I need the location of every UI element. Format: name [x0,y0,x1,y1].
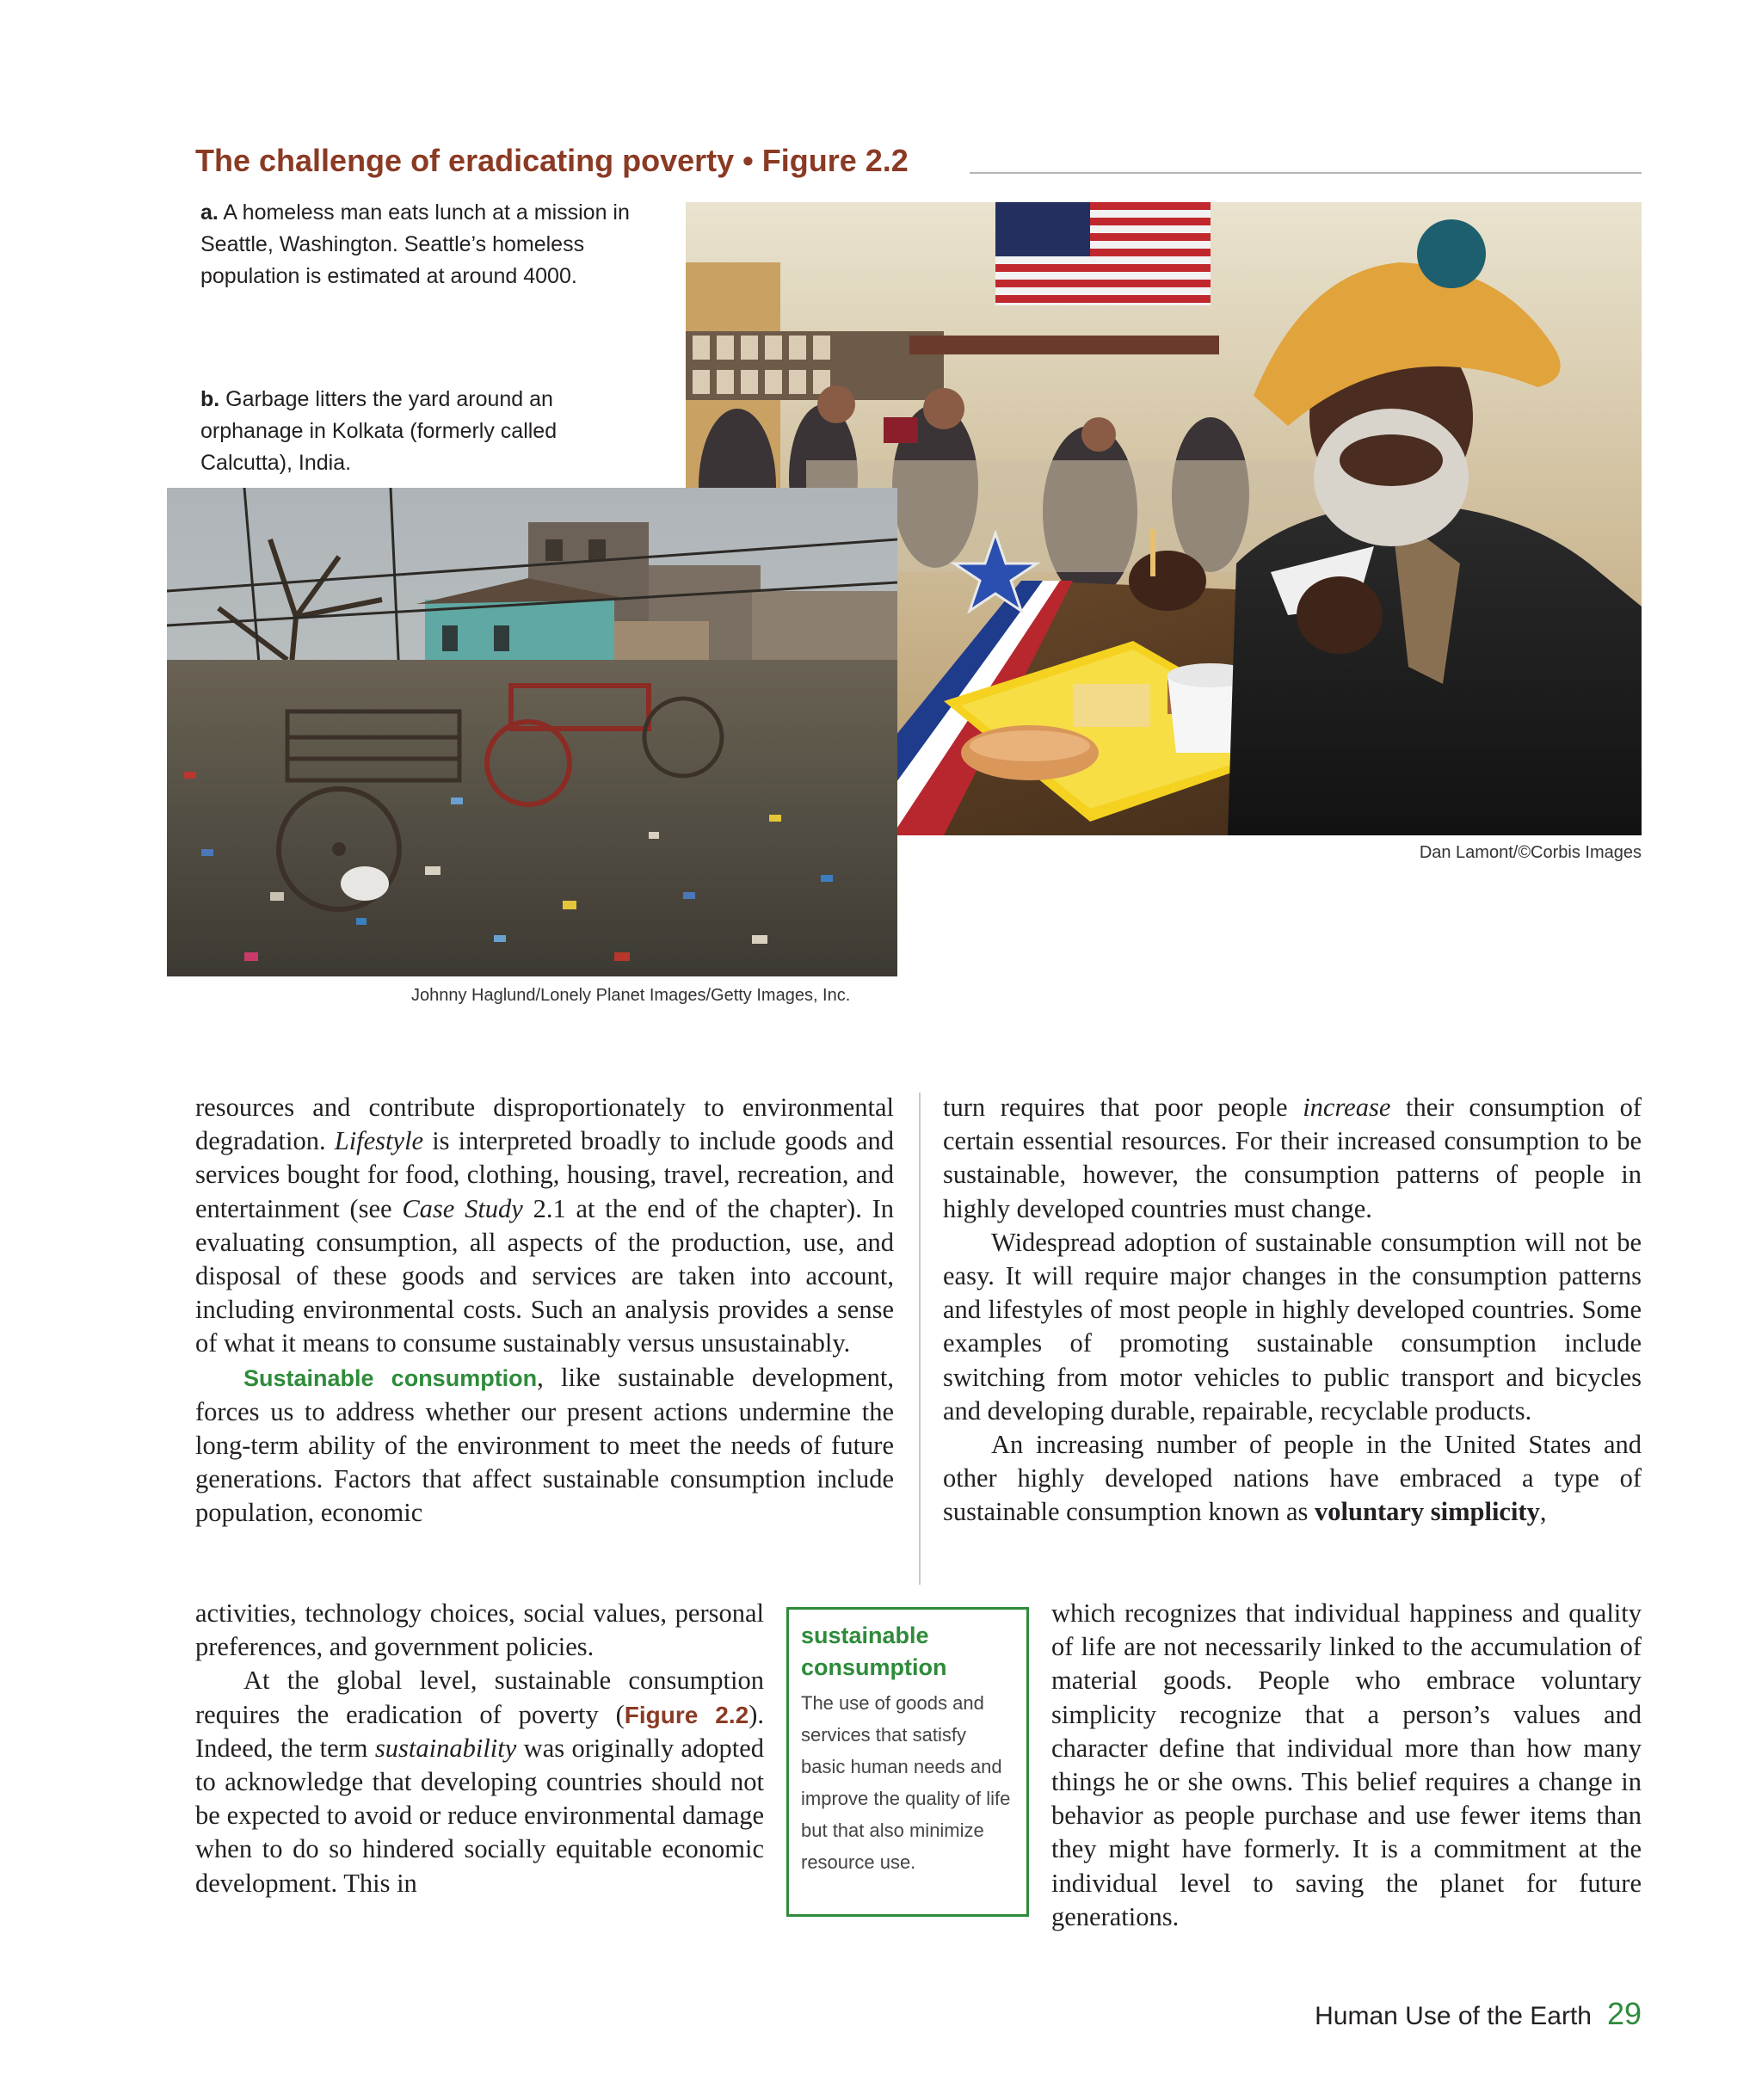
text-run: their consumption of certain essential resources. For their increased consumption to be sustainable, however, the consumption patterns of people in highly developed countries must change. [943,1093,1642,1223]
text-run: is interpreted broadly to include goods and services bought for food, clothing, housing, travel, recreation, and entertainment (see [195,1126,895,1223]
text-run: ). Indeed, the term [195,1699,765,1763]
text-run: , [1539,1497,1547,1527]
text-run: An increasing number of people in the United States and other highly developed nations have embraced a type of sustainable consumption known as [943,1430,1642,1527]
figure-title-rule [970,172,1642,174]
figure-title: The challenge of eradicating poverty • Figure 2.2 [195,143,909,178]
caption-b-label: b. [200,387,220,411]
right-paragraph-2: Widespread adoption of sustainable consumption will not be easy. It will require major changes in the consumption patterns and lifestyles of most people in highly developed countries. Some examples of promoting sustainable consumption include switching from motor vehicles to public transport and bicycles and developing durable, repairable, recyclable products. [943,1227,1642,1426]
caption-a-label: a. [200,200,219,225]
column-divider [919,1093,921,1585]
left-paragraph-3 [195,1664,764,1900]
left-paragraph-1 [195,1091,894,1361]
text-run: , like sustainable development, forces us to address whether our present actions undermine the long-term ability of the environment to meet the needs of future generations. Factors that affect sustainable consumption include population, economic [195,1362,894,1528]
figure-reference-link[interactable]: Figure 2.2 [624,1701,749,1728]
running-footer-title: Human Use of the Earth [1315,2002,1592,2030]
text-run: turn requires that poor people [943,1093,1303,1122]
text-run: resources and contribute disproportionately to environmental degradation. [195,1093,894,1156]
page-footer [1315,1996,1642,2032]
italic-term: sustainability [374,1733,517,1763]
right-paragraph-3 [943,1428,1642,1530]
text-run: was originally adopted to acknowledge that developing countries should not be expected to avoid or reduce environmental damage when to do so hindered socially equitable economic development. This in [195,1733,764,1898]
italic-term: increase [1303,1093,1391,1122]
glossary-definition: The use of goods and services that satisfy basic human needs and improve the quality of life but that also minimize resource use. [801,1692,1011,1873]
right-paragraph-3-cont: which recognizes that individual happiness and quality of life are not necessarily linked to the accumulation of material goods. People who embrace voluntary simplicity recognize that a person’s values and character define that individual more than how many things he or she owns. This belief requires a change in behavior as people purchase and use fewer items than they might have formerly. It is a commitment at the individual level to saving the planet for future generations. [1051,1598,1642,1931]
caption-a [200,197,639,293]
text-run: At the global level, sustainable consumption requires the eradication of poverty ( [195,1666,764,1729]
key-term-sustainable-consumption: Sustainable consumption [243,1364,538,1391]
key-term-voluntary-simplicity: voluntary simplicity [1315,1497,1540,1527]
left-paragraph-2-cont: activities, technology choices, social values, personal preferences, and government policies. [195,1598,764,1662]
left-column-top [195,1091,894,1530]
photo-garbage-orphanage-yard [167,488,897,976]
caption-b-text: Garbage litters the yard around an orphanage in Kolkata (formerly called Calcutta), India. [200,387,558,475]
right-paragraph-1 [943,1091,1642,1226]
text-run: 2.1 at the end of the chapter). In evaluating consumption, all aspects of the production, use, and disposal of these goods and services are taken into account, including environmental costs. Such an analysis provides a sense of what it means to consume sustainably versus unsustainably. [195,1193,894,1358]
italic-term: Lifestyle [334,1126,424,1156]
left-column-bottom [195,1597,764,1900]
glossary-term: sustainable consumption [801,1623,947,1680]
right-column-bottom [1051,1597,1642,1934]
page-number: 29 [1606,1996,1642,2031]
caption-a-text: A homeless man eats lunch at a mission in Seattle, Washington. Seattle’s homeless population is estimated at around 4000. [200,200,630,288]
glossary-box [786,1607,1029,1917]
right-column-top [943,1091,1642,1530]
photo-a-credit: Dan Lamont/©Corbis Images [1419,843,1642,862]
italic-term: Case Study [402,1193,523,1223]
photo-b-credit: Johnny Haglund/Lonely Planet Images/Getty Images, Inc. [411,986,851,1005]
caption-b [200,384,613,479]
left-paragraph-2 [195,1361,894,1530]
